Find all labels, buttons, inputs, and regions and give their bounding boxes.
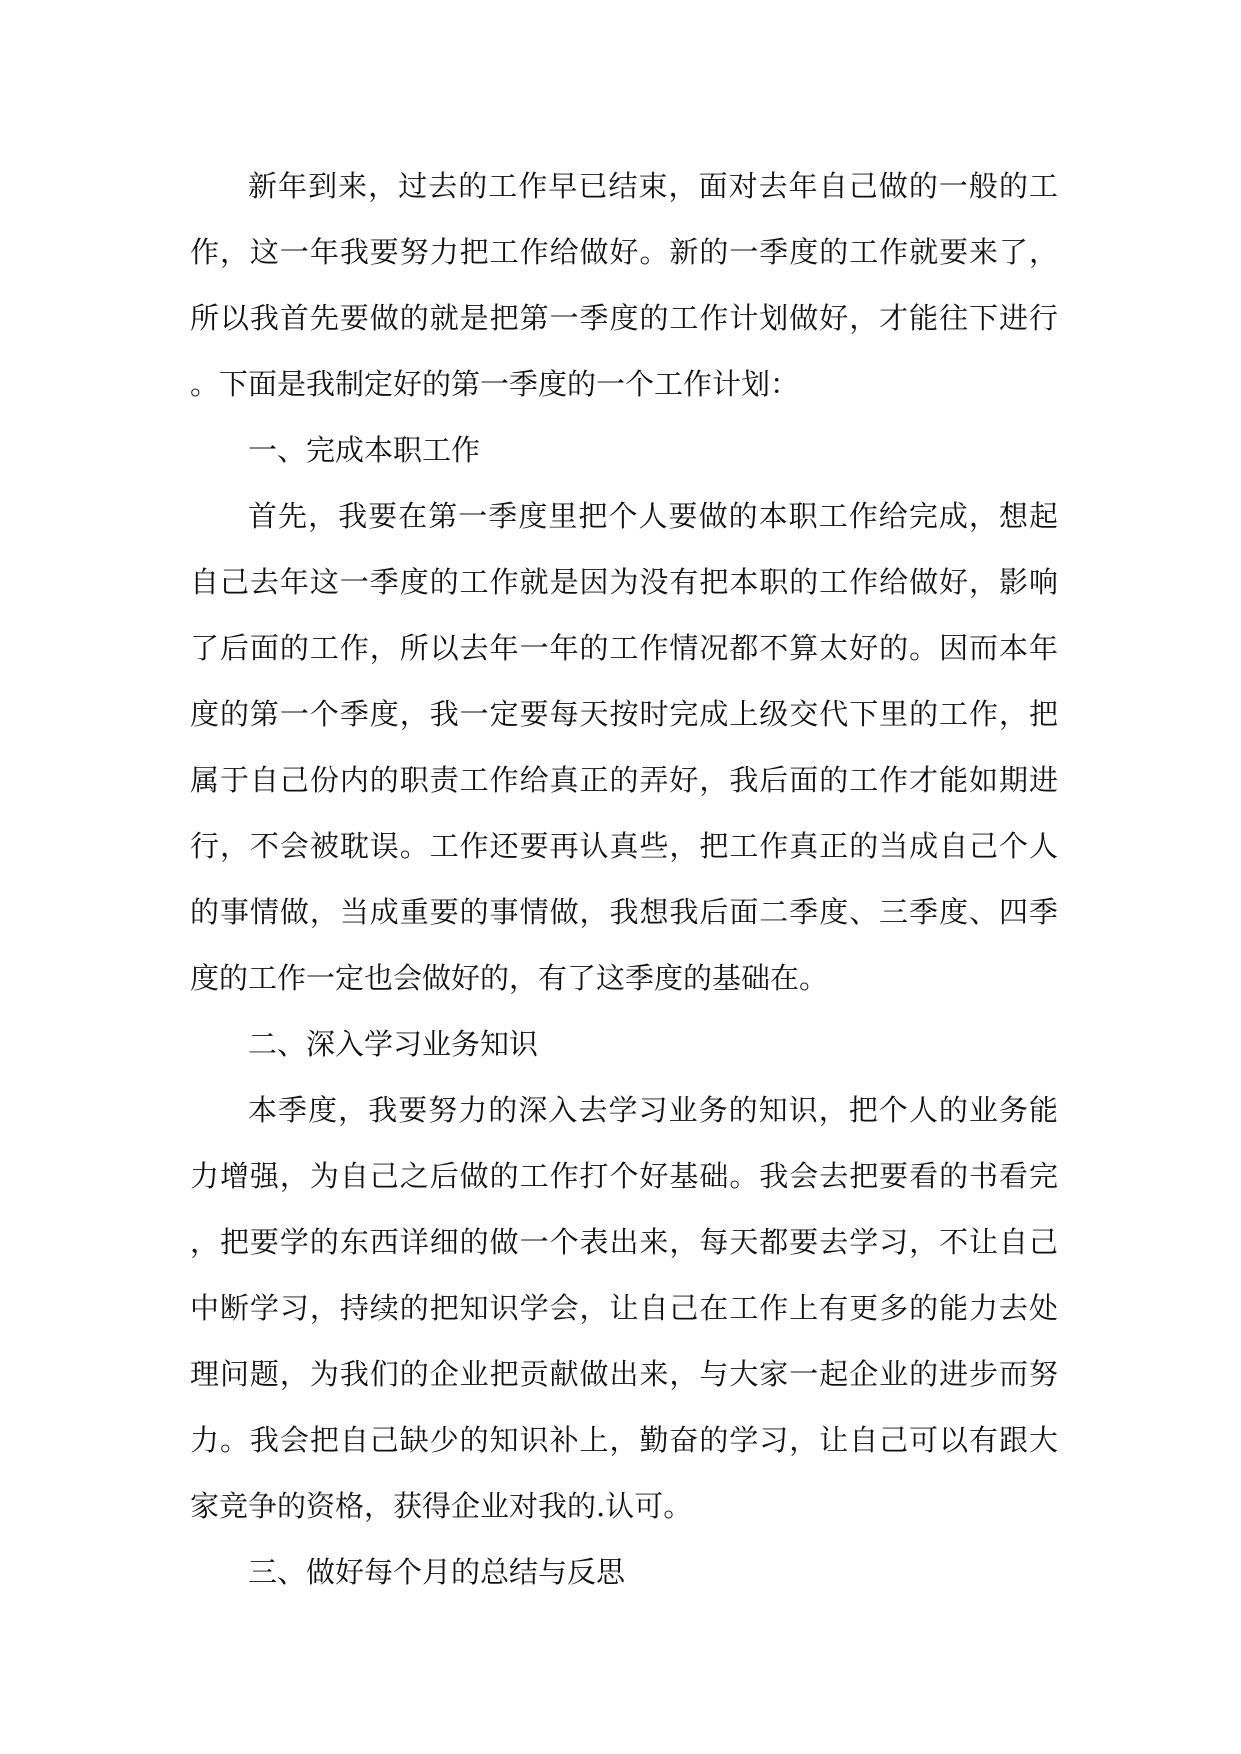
section-heading-1: 一、完成本职工作 [248,433,481,467]
intro-paragraph: 新年到来，过去的工作早已结束，面对去年自己做的一般的工作，这一年我要努力把工作给做好。新的一季度的工作就要来了，所以我首先要做的就是把第一季度的工作计划做好，才能往下进行。下面是我制定好的第一季度的一个工作计划： [190,169,1058,401]
section-body-2: 本季度，我要努力的深入去学习业务的知识，把个人的业务能力增强，为自己之后做的工作打个好基础。我会去把要看的书看完，把要学的东西详细的做一个表出来，每天都要去学习，不让自己中断学习，持续的把知识学会，让自己在工作上有更多的能力去处理问题，为我们的企业把贡献做出来，与大家一起企业的进步而努力。我会把自己缺少的知识补上，勤奋的学习，让自己可以有跟大家竞争的资格，获得企业对我的.认可。 [190,1093,1058,1523]
section-heading-3: 三、做好每个月的总结与反思 [248,1555,626,1589]
section-body-1: 首先，我要在第一季度里把个人要做的本职工作给完成，想起自己去年这一季度的工作就是因为没有把本职的工作给做好，影响了后面的工作，所以去年一年的工作情况都不算太好的。因而本年度的第一个季度，我一定要每天按时完成上级交代下里的工作，把属于自己份内的职责工作给真正的弄好，我后面的工作才能如期进行，不会被耽误。工作还要再认真些，把工作真正的当成自己个人的事情做，当成重要的事情做，我想我后面二季度、三季度、四季度的工作一定也会做好的，有了这季度的基础在。 [190,499,1058,995]
section-heading-2: 二、深入学习业务知识 [248,1027,539,1061]
document-body [190,153,1058,1605]
